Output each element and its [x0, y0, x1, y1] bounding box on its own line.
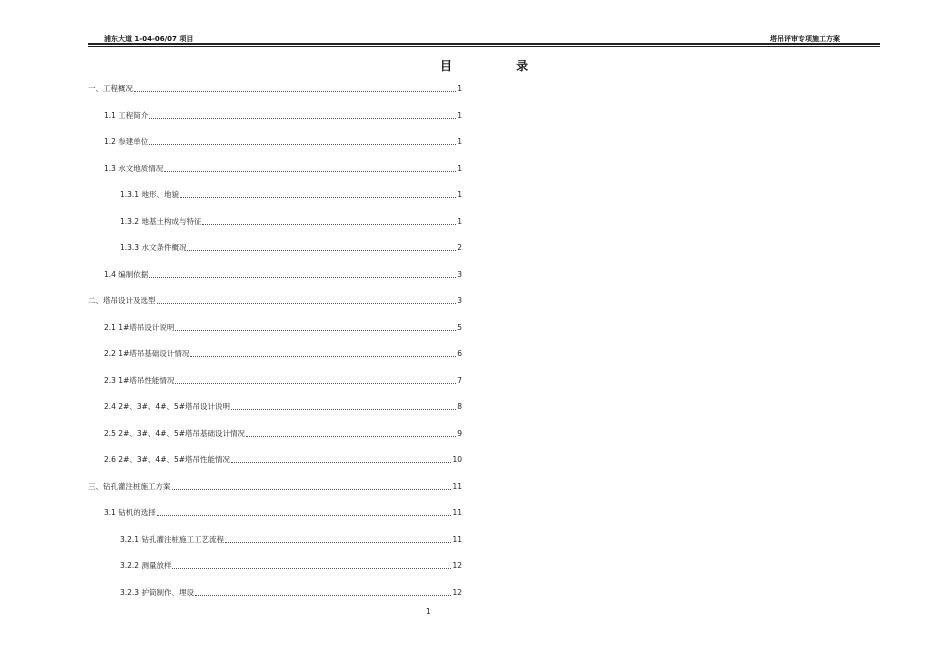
toc-entry-page: 8 — [457, 402, 462, 411]
toc-dot-leader — [149, 118, 456, 119]
toc-entry-label: 2.3 1#塔吊性能情况 — [104, 375, 175, 385]
toc-entry-page: 12 — [452, 561, 462, 570]
toc-entry-page: 5 — [457, 322, 462, 332]
toc-title: 目 录 — [440, 59, 559, 73]
toc-dot-leader — [190, 356, 456, 357]
toc-entry[interactable] — [88, 557, 462, 571]
toc-entry[interactable] — [88, 398, 462, 412]
page-number: 1 — [426, 607, 431, 616]
toc-dot-leader — [175, 383, 456, 384]
toc-dot-leader — [246, 436, 456, 437]
toc-entry-label: 1.2 参建单位 — [104, 137, 149, 146]
toc-dot-leader — [180, 197, 456, 198]
toc-entry[interactable] — [88, 160, 462, 174]
toc-dot-leader — [134, 91, 456, 92]
toc-entry-label: 三、钻孔灌注桩施工方案 — [88, 481, 171, 491]
toc-entry[interactable] — [88, 451, 462, 465]
toc-entry-label: 二、塔吊设计及选型 — [88, 296, 156, 305]
toc-entry-label: 1.1 工程简介 — [104, 110, 149, 120]
toc-entry[interactable] — [88, 133, 462, 147]
toc-entry[interactable] — [88, 584, 462, 598]
toc-entry-label: 1.3 水文地质情况 — [104, 163, 164, 173]
toc-entry-label: 2.1 1#塔吊设计说明 — [104, 322, 175, 332]
toc-entry-label: 3.2.3 护筒制作、埋设 — [120, 587, 194, 597]
toc-entry[interactable] — [88, 425, 462, 439]
toc-entry[interactable] — [88, 292, 462, 306]
toc-dot-leader — [195, 595, 451, 596]
header-project-name: 浦东大道 1-04-06/07 项目 — [104, 35, 194, 43]
header-document-title: 塔吊评审专项施工方案 — [770, 35, 840, 43]
toc-entry-label: 1.3.3 水文条件概况 — [120, 243, 187, 252]
toc-entry-label: 2.4 2#、3#、4#、5#塔吊设计说明 — [104, 402, 231, 411]
toc-entry-page: 11 — [452, 534, 462, 544]
toc-entry-page: 1 — [457, 216, 462, 226]
toc-entry-page: 1 — [457, 110, 462, 120]
toc-dot-leader — [231, 462, 451, 463]
toc-dot-leader — [172, 489, 452, 490]
toc-dot-leader — [149, 144, 456, 145]
toc-entry-page: 7 — [457, 375, 462, 385]
toc-entry[interactable] — [88, 266, 462, 280]
toc-entry-page: 3 — [457, 269, 462, 279]
toc-dot-leader — [202, 224, 456, 225]
toc-entry[interactable] — [88, 345, 462, 359]
toc-entry-page: 1 — [457, 163, 462, 173]
toc-entry-page: 9 — [457, 428, 462, 438]
toc-entry[interactable] — [88, 80, 462, 94]
toc-entry-page: 6 — [457, 349, 462, 358]
toc-entry-label: 3.2.1 钻孔灌注桩施工工艺流程 — [120, 534, 224, 544]
toc-entry[interactable] — [88, 531, 462, 545]
toc-entry[interactable] — [88, 478, 462, 492]
header-divider — [88, 43, 880, 45]
toc-dot-leader — [175, 330, 456, 331]
toc-entry-page: 10 — [452, 455, 462, 464]
toc-entry[interactable] — [88, 372, 462, 386]
toc-dot-leader — [157, 515, 452, 516]
toc-entry-label: 1.4 编制依据 — [104, 269, 149, 279]
toc-entry-label: 2.6 2#、3#、4#、5#塔吊性能情况 — [104, 455, 231, 464]
toc-entry-page: 1 — [457, 137, 462, 146]
toc-entry-page: 12 — [452, 587, 462, 597]
toc-dot-leader — [149, 277, 456, 278]
toc-entry-label: 3.1 钻机的选择 — [104, 508, 156, 517]
toc-dot-leader — [172, 568, 451, 569]
toc-entry-label: 2.5 2#、3#、4#、5#塔吊基础设计情况 — [104, 428, 246, 438]
toc-entry-label: 3.2.2 测量放样 — [120, 561, 172, 570]
toc-entry-page: 11 — [452, 508, 462, 517]
toc-dot-leader — [225, 542, 451, 543]
header-divider-thin — [88, 46, 880, 47]
toc-entry-label: 1.3.2 地基土构成与特征 — [120, 216, 202, 226]
toc-entry-label: 2.2 1#塔吊基础设计情况 — [104, 349, 190, 358]
toc-entry-page: 3 — [457, 296, 462, 305]
toc-entry[interactable] — [88, 504, 462, 518]
toc-entry-page: 1 — [457, 84, 462, 93]
toc-dot-leader — [157, 303, 457, 304]
toc-entry[interactable] — [88, 107, 462, 121]
toc-entry-label: 1.3.1 地形、地貌 — [120, 190, 179, 199]
toc-entry-page: 11 — [452, 481, 462, 491]
toc-dot-leader — [164, 171, 456, 172]
toc-dot-leader — [231, 409, 456, 410]
toc-entry[interactable] — [88, 186, 462, 200]
toc-entry[interactable] — [88, 239, 462, 253]
toc-entry-label: 一、工程概况 — [88, 84, 133, 93]
toc-entry[interactable] — [88, 319, 462, 333]
toc-entry-page: 2 — [457, 243, 462, 252]
toc-entry[interactable] — [88, 213, 462, 227]
toc-entry-page: 1 — [457, 190, 462, 199]
toc-dot-leader — [187, 250, 456, 251]
